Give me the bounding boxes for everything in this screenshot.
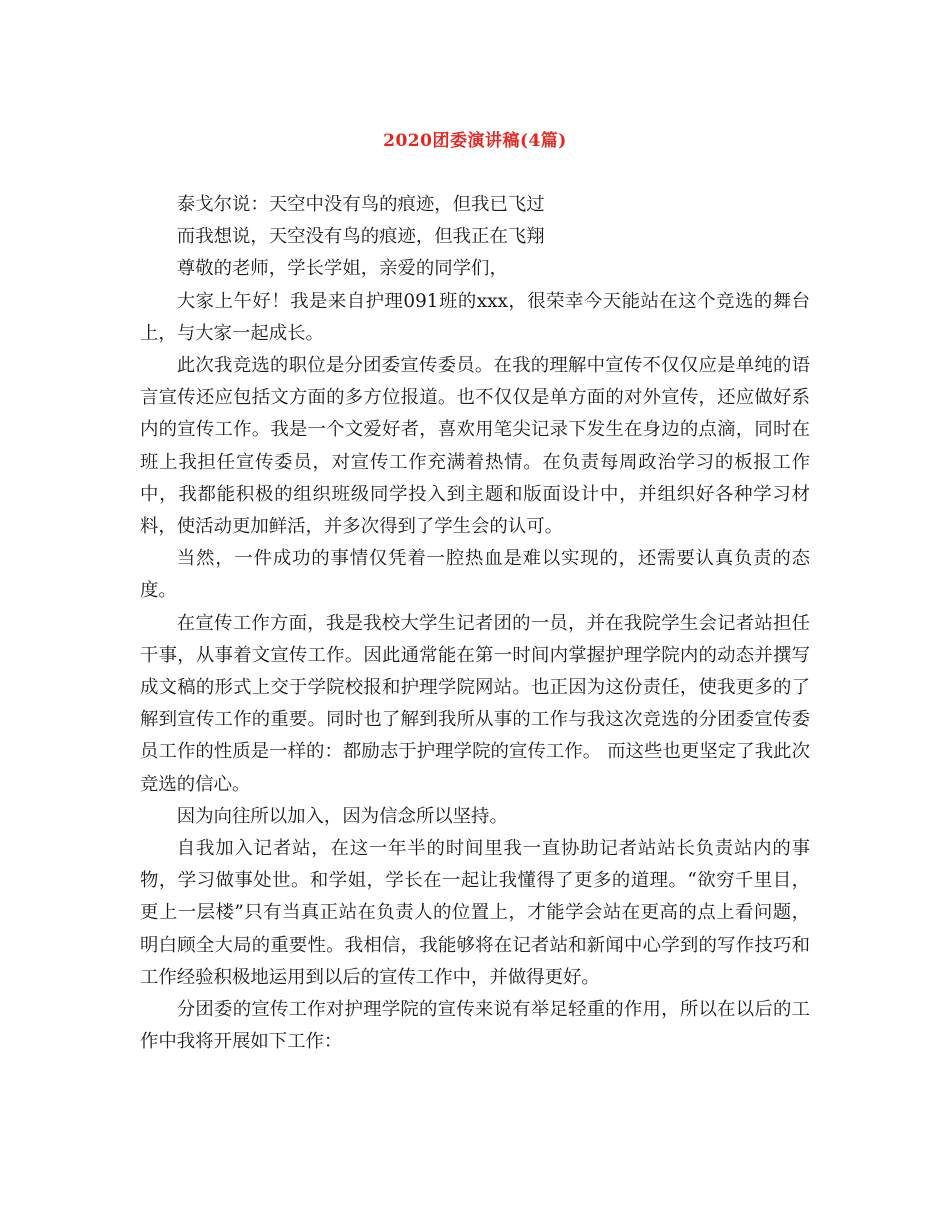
paragraph: 而我想说，天空没有鸟的痕迹，但我正在飞翔 — [176, 226, 545, 248]
paragraph: 当然，一件成功的事情仅凭着一腔热血是难以实现的，还需要认真负责的态度。 — [140, 548, 810, 602]
paragraph: 泰戈尔说：天空中没有鸟的痕迹，但我已飞过 — [176, 194, 545, 215]
paragraph: 此次我竞选的职位是分团委宣传委员。在我的理解中宣传不仅仅应是单纯的语言宣传还应包括文方面的多方位报道。也不仅仅是单方面的对外宣传，还应做好系内的宣传工作。我是一个文爱好者，喜欢用笔尖记录下发生在身边的点滴，同时在班上我担任宣传委员，对宣传工作充满着热情。在负责每周政治学习的板报工作中，我都能积极的组织班级同学投入到主题和版面设计中，并组织好各种学习材料，使活动更加鲜活，并多次得到了学生会的认可。 — [140, 355, 810, 538]
paragraph: 在宣传工作方面，我是我校大学生记者团的一员，并在我院学生会记者站担任干事，从事着文宣传工作。因此通常能在第一时间内掌握护理学院内的动态并撰写成文稿的形式上交于学院校报和护理学院网站。也正因为这份责任，使我更多的了解到宣传工作的重要。同时也了解到我所从事的工作与我这次竞选的分团委宣传委员工作的性质是一样的：都励志于护理学院的宣传工作。 而这些也更坚定了我此次竞选的信心。 — [140, 612, 810, 795]
paragraph: 分团委的宣传工作对护理学院的宣传来说有举足轻重的作用，所以在以后的工作中我将开展如下工作： — [140, 999, 810, 1053]
paragraph: 自我加入记者站，在这一年半的时间里我一直协助记者站站长负责站内的事物，学习做事处世。和学姐，学长在一起让我懂得了更多的道理。“欲穷千里目，更上一层楼”只有当真正站在负责人的位置上，才能学会站在更高的点上看问题，明白顾全大局的重要性。我相信，我能够将在记者站和新闻中心学到的写作技巧和工作经验积极地运用到以后的宣传工作中，并做得更好。 — [140, 838, 810, 988]
paragraph: 因为向往所以加入，因为信念所以坚持。 — [176, 805, 508, 827]
paragraph: 大家上午好！我是来自护理091班的xxx，很荣幸今天能站在这个竞选的舞台上，与大家一起成长。 — [140, 290, 810, 344]
document-title: 2020团委演讲稿(4篇) — [383, 131, 567, 151]
paragraph: 尊敬的老师，学长学姐，亲爱的同学们， — [176, 258, 508, 280]
document-body — [140, 189, 810, 1058]
